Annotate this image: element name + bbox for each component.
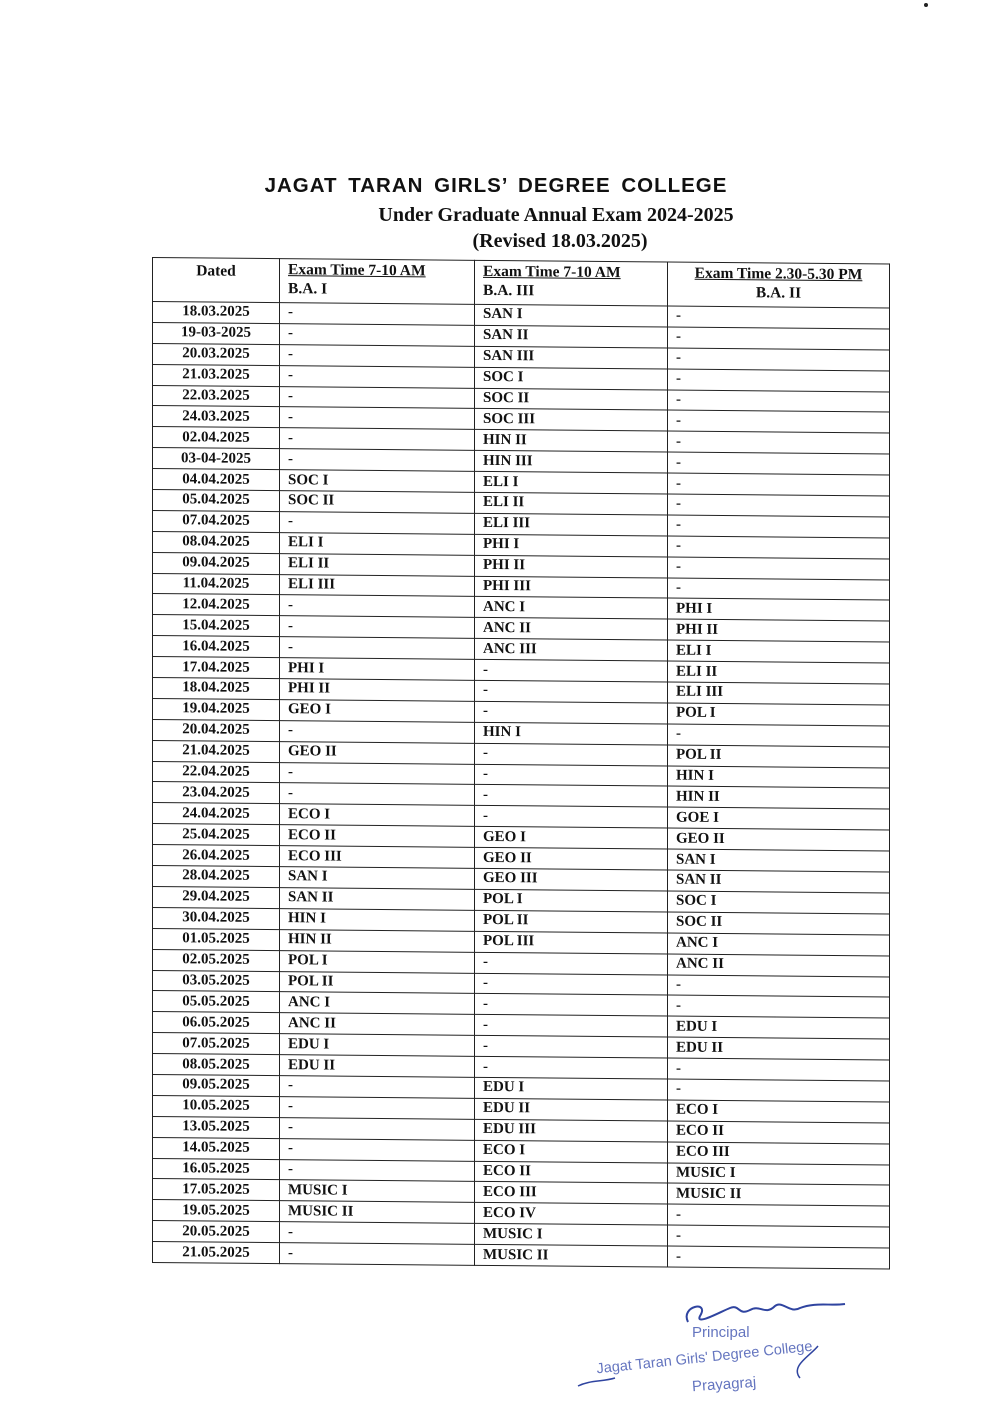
ba3-cell: HIN III — [475, 451, 668, 474]
ba3-cell: - — [475, 1056, 668, 1079]
ba3-cell: ANC III — [475, 639, 668, 662]
ba2-cell: HIN I — [668, 766, 890, 789]
date-cell: 06.05.2025 — [153, 1012, 280, 1034]
ba3-cell: - — [475, 680, 668, 703]
ba2-cell: - — [668, 410, 890, 433]
ba3-cell: EDU II — [475, 1098, 668, 1121]
ba3-cell: SAN III — [475, 346, 668, 369]
ba1-cell: - — [280, 303, 475, 326]
ba1-cell: - — [280, 428, 475, 451]
ba2-exam-time: Exam Time 2.30-5.30 PM — [694, 264, 863, 284]
ba3-cell: SAN II — [475, 325, 668, 348]
date-cell: 12.04.2025 — [153, 594, 280, 616]
ba3-cell: HIN II — [475, 430, 668, 453]
ba1-cell: EDU II — [280, 1055, 475, 1078]
date-cell: 03.05.2025 — [153, 970, 280, 992]
principal-signature-stamp — [560, 1286, 860, 1406]
ba2-cell: - — [668, 1058, 890, 1081]
date-cell: 02.04.2025 — [153, 427, 280, 449]
date-cell: 09.04.2025 — [153, 552, 280, 574]
ba3-cell: PHI II — [475, 555, 668, 578]
ba3-exam-time: Exam Time 7-10 AM — [483, 262, 621, 282]
ba3-cell: POL II — [475, 910, 668, 933]
ba3-cell: - — [475, 806, 668, 829]
ba1-cell: ELI III — [280, 574, 475, 597]
date-cell: 23.04.2025 — [153, 782, 280, 804]
ba3-cell: ANC II — [475, 618, 668, 641]
ba1-cell: - — [280, 324, 475, 347]
date-cell: 21.03.2025 — [153, 364, 280, 386]
ba3-cell: ECO IV — [475, 1203, 668, 1226]
ba3-cell: SOC III — [475, 409, 668, 432]
header-ba3 — [475, 260, 668, 306]
date-cell: 16.05.2025 — [153, 1158, 280, 1180]
stamp-city: Prayagraj — [691, 1373, 757, 1396]
ba1-cell: - — [280, 407, 475, 430]
ba2-cell: ANC I — [668, 933, 890, 956]
date-cell: 16.04.2025 — [153, 636, 280, 658]
ba3-cell: EDU I — [475, 1077, 668, 1100]
ba1-cell: - — [280, 783, 475, 806]
date-cell: 22.04.2025 — [153, 761, 280, 783]
ba2-cell: - — [668, 557, 890, 580]
ba1-cell: HIN II — [280, 929, 475, 952]
ba1-cell: MUSIC II — [280, 1201, 475, 1224]
ba1-cell: ANC II — [280, 1013, 475, 1036]
ba2-cell: ANC II — [668, 954, 890, 977]
date-cell: 04.04.2025 — [153, 469, 280, 491]
ba2-cell: SOC I — [668, 891, 890, 914]
ba1-cell: PHI I — [280, 658, 475, 681]
ba3-cell: ECO II — [475, 1161, 668, 1184]
date-cell: 08.04.2025 — [153, 531, 280, 553]
ba2-cell: ELI III — [668, 682, 890, 705]
ba1-cell: SOC II — [280, 491, 475, 514]
ba3-cell: PHI III — [475, 576, 668, 599]
ba1-cell: - — [280, 637, 475, 660]
ba3-cell: - — [475, 764, 668, 787]
ba1-cell: - — [280, 1222, 475, 1245]
date-cell: 20.03.2025 — [153, 343, 280, 365]
ba1-cell: - — [280, 449, 475, 472]
ba2-cell: - — [668, 390, 890, 413]
ba1-cell: - — [280, 1076, 475, 1099]
ba3-cell: ECO III — [475, 1182, 668, 1205]
header-ba2 — [668, 262, 890, 308]
ba3-cell: SAN I — [475, 304, 668, 327]
ba1-cell: - — [280, 365, 475, 388]
stamp-title: Principal — [692, 1324, 750, 1341]
date-cell: 19-03-2025 — [153, 322, 280, 344]
ba2-cell: ELI I — [668, 640, 890, 663]
ba2-cell: SAN II — [668, 870, 890, 893]
ba1-cell: - — [280, 1096, 475, 1119]
ba2-cell: - — [668, 578, 890, 601]
ba2-cell: PHI I — [668, 598, 890, 621]
exam-schedule-table — [152, 257, 890, 1269]
ba3-class: B.A. III — [483, 281, 535, 300]
date-cell: 15.04.2025 — [153, 615, 280, 637]
header-dated: Dated — [153, 258, 280, 303]
ba2-cell: - — [668, 536, 890, 559]
ba2-cell: - — [668, 369, 890, 392]
ba3-cell: - — [475, 1035, 668, 1058]
ba3-cell: ECO I — [475, 1140, 668, 1163]
date-cell: 10.05.2025 — [153, 1095, 280, 1117]
ba2-cell: EDU I — [668, 1016, 890, 1039]
ba2-cell: - — [668, 974, 890, 997]
ba3-cell: EDU III — [475, 1119, 668, 1142]
date-cell: 28.04.2025 — [153, 866, 280, 888]
ba3-cell: MUSIC II — [475, 1244, 668, 1267]
ba3-cell: SOC II — [475, 388, 668, 411]
ba1-cell: - — [280, 762, 475, 785]
ba2-cell: SAN I — [668, 849, 890, 872]
ba2-class: B.A. II — [755, 284, 802, 302]
ba2-cell: GEO II — [668, 828, 890, 851]
date-cell: 03-04-2025 — [153, 448, 280, 470]
date-cell: 18.03.2025 — [153, 302, 280, 324]
date-cell: 08.05.2025 — [153, 1054, 280, 1076]
date-cell: 30.04.2025 — [153, 907, 280, 929]
ba1-cell: - — [280, 720, 475, 743]
ba3-cell: ELI II — [475, 492, 668, 515]
date-cell: 11.04.2025 — [153, 573, 280, 595]
ba2-cell: ECO II — [668, 1121, 890, 1144]
ba3-cell: SOC I — [475, 367, 668, 390]
date-cell: 24.03.2025 — [153, 406, 280, 428]
date-cell: 07.04.2025 — [153, 510, 280, 532]
ba3-cell: POL III — [475, 931, 668, 954]
ba2-cell: SOC II — [668, 912, 890, 935]
ba1-cell: EDU I — [280, 1034, 475, 1057]
ba3-cell: - — [475, 994, 668, 1017]
ba1-cell: - — [280, 616, 475, 639]
ba1-cell: ELI I — [280, 532, 475, 555]
ba1-cell: POL II — [280, 971, 475, 994]
ba1-class: B.A. I — [288, 280, 328, 298]
ba2-cell: - — [668, 995, 890, 1018]
ba2-cell: POL II — [668, 745, 890, 768]
ba3-cell: - — [475, 785, 668, 808]
ba2-cell: MUSIC II — [668, 1183, 890, 1206]
ba3-cell: POL I — [475, 889, 668, 912]
ba1-cell: GEO II — [280, 741, 475, 764]
ba2-cell: PHI II — [668, 619, 890, 642]
ba1-cell: HIN I — [280, 908, 475, 931]
ba2-cell: - — [668, 724, 890, 747]
date-cell: 29.04.2025 — [153, 886, 280, 908]
date-cell: 21.05.2025 — [153, 1242, 280, 1264]
ba1-cell: ANC I — [280, 992, 475, 1015]
ba1-cell: ELI II — [280, 553, 475, 576]
date-cell: 07.05.2025 — [153, 1033, 280, 1055]
header-ba1 — [280, 259, 475, 305]
ba2-cell: - — [668, 1246, 890, 1269]
date-cell: 02.05.2025 — [153, 949, 280, 971]
ba2-cell: - — [668, 327, 890, 350]
ba3-cell: - — [475, 659, 668, 682]
ba3-cell: GEO II — [475, 847, 668, 870]
ba1-cell: - — [280, 512, 475, 535]
date-cell: 01.05.2025 — [153, 928, 280, 950]
ba2-cell: MUSIC I — [668, 1163, 890, 1186]
date-cell: 26.04.2025 — [153, 845, 280, 867]
date-cell: 25.04.2025 — [153, 824, 280, 846]
table-header-row — [153, 258, 890, 308]
ba3-cell: PHI I — [475, 534, 668, 557]
ba3-cell: - — [475, 952, 668, 975]
ba2-cell: POL I — [668, 703, 890, 726]
ba2-cell: - — [668, 494, 890, 517]
date-cell: 19.04.2025 — [153, 698, 280, 720]
ba2-cell: - — [668, 1225, 890, 1248]
ba1-cell: ECO II — [280, 825, 475, 848]
date-cell: 20.04.2025 — [153, 719, 280, 741]
ba2-cell: - — [668, 431, 890, 454]
ba3-cell: GEO III — [475, 868, 668, 891]
ba2-cell: - — [668, 452, 890, 475]
exam-subtitle: Under Graduate Annual Exam 2024-2025 — [378, 204, 734, 226]
stamp-institution: Jagat Taran Girls' Degree College — [595, 1338, 814, 1378]
ba1-cell: ECO III — [280, 846, 475, 869]
date-cell: 05.04.2025 — [153, 490, 280, 512]
ba1-cell: PHI II — [280, 679, 475, 702]
ba2-cell: - — [668, 1079, 890, 1102]
ba1-cell: SAN I — [280, 867, 475, 890]
ba1-cell: GEO I — [280, 700, 475, 723]
ba2-cell: - — [668, 1204, 890, 1227]
ba1-cell: POL I — [280, 950, 475, 973]
ba2-cell: GOE I — [668, 807, 890, 830]
date-cell: 21.04.2025 — [153, 740, 280, 762]
date-cell: 05.05.2025 — [153, 991, 280, 1013]
ba2-cell: HIN II — [668, 786, 890, 809]
ba1-cell: SAN II — [280, 888, 475, 911]
ba3-cell: - — [475, 1015, 668, 1038]
ba2-cell: ECO III — [668, 1142, 890, 1165]
date-cell: 13.05.2025 — [153, 1116, 280, 1138]
ba2-cell: EDU II — [668, 1037, 890, 1060]
ba2-cell: - — [668, 348, 890, 371]
ba1-cell: - — [280, 1243, 475, 1266]
college-name: JAGAT TARAN GIRLS’ DEGREE COLLEGE — [264, 174, 728, 197]
ba2-cell: - — [668, 473, 890, 496]
ba2-cell: - — [668, 515, 890, 538]
revision-date: (Revised 18.03.2025) — [472, 230, 648, 252]
ba1-cell: SOC I — [280, 470, 475, 493]
date-cell: 17.05.2025 — [153, 1179, 280, 1201]
ba1-cell: MUSIC I — [280, 1180, 475, 1203]
scan-speck — [924, 3, 928, 7]
ba1-cell: - — [280, 1117, 475, 1140]
ba3-cell: ELI III — [475, 513, 668, 536]
date-cell: 19.05.2025 — [153, 1200, 280, 1222]
ba3-cell: - — [475, 743, 668, 766]
ba3-cell: - — [475, 973, 668, 996]
ba1-cell: ECO I — [280, 804, 475, 827]
ba3-cell: MUSIC I — [475, 1224, 668, 1247]
ba2-cell: - — [668, 306, 890, 329]
ba3-cell: GEO I — [475, 827, 668, 850]
date-cell: 24.04.2025 — [153, 803, 280, 825]
ba2-cell: ECO I — [668, 1100, 890, 1123]
ba1-cell: - — [280, 595, 475, 618]
date-cell: 17.04.2025 — [153, 657, 280, 679]
ba3-cell: ELI I — [475, 471, 668, 494]
ba3-cell: ANC I — [475, 597, 668, 620]
date-cell: 14.05.2025 — [153, 1137, 280, 1159]
ba1-cell: - — [280, 386, 475, 409]
date-cell: 18.04.2025 — [153, 678, 280, 700]
ba3-cell: - — [475, 701, 668, 724]
ba1-cell: - — [280, 1159, 475, 1182]
ba2-cell: ELI II — [668, 661, 890, 684]
ba1-cell: - — [280, 1138, 475, 1161]
date-cell: 22.03.2025 — [153, 385, 280, 407]
date-cell: 09.05.2025 — [153, 1074, 280, 1096]
date-cell: 20.05.2025 — [153, 1221, 280, 1243]
ba1-exam-time: Exam Time 7-10 AM — [288, 261, 426, 280]
ba1-cell: - — [280, 344, 475, 367]
ba3-cell: HIN I — [475, 722, 668, 745]
